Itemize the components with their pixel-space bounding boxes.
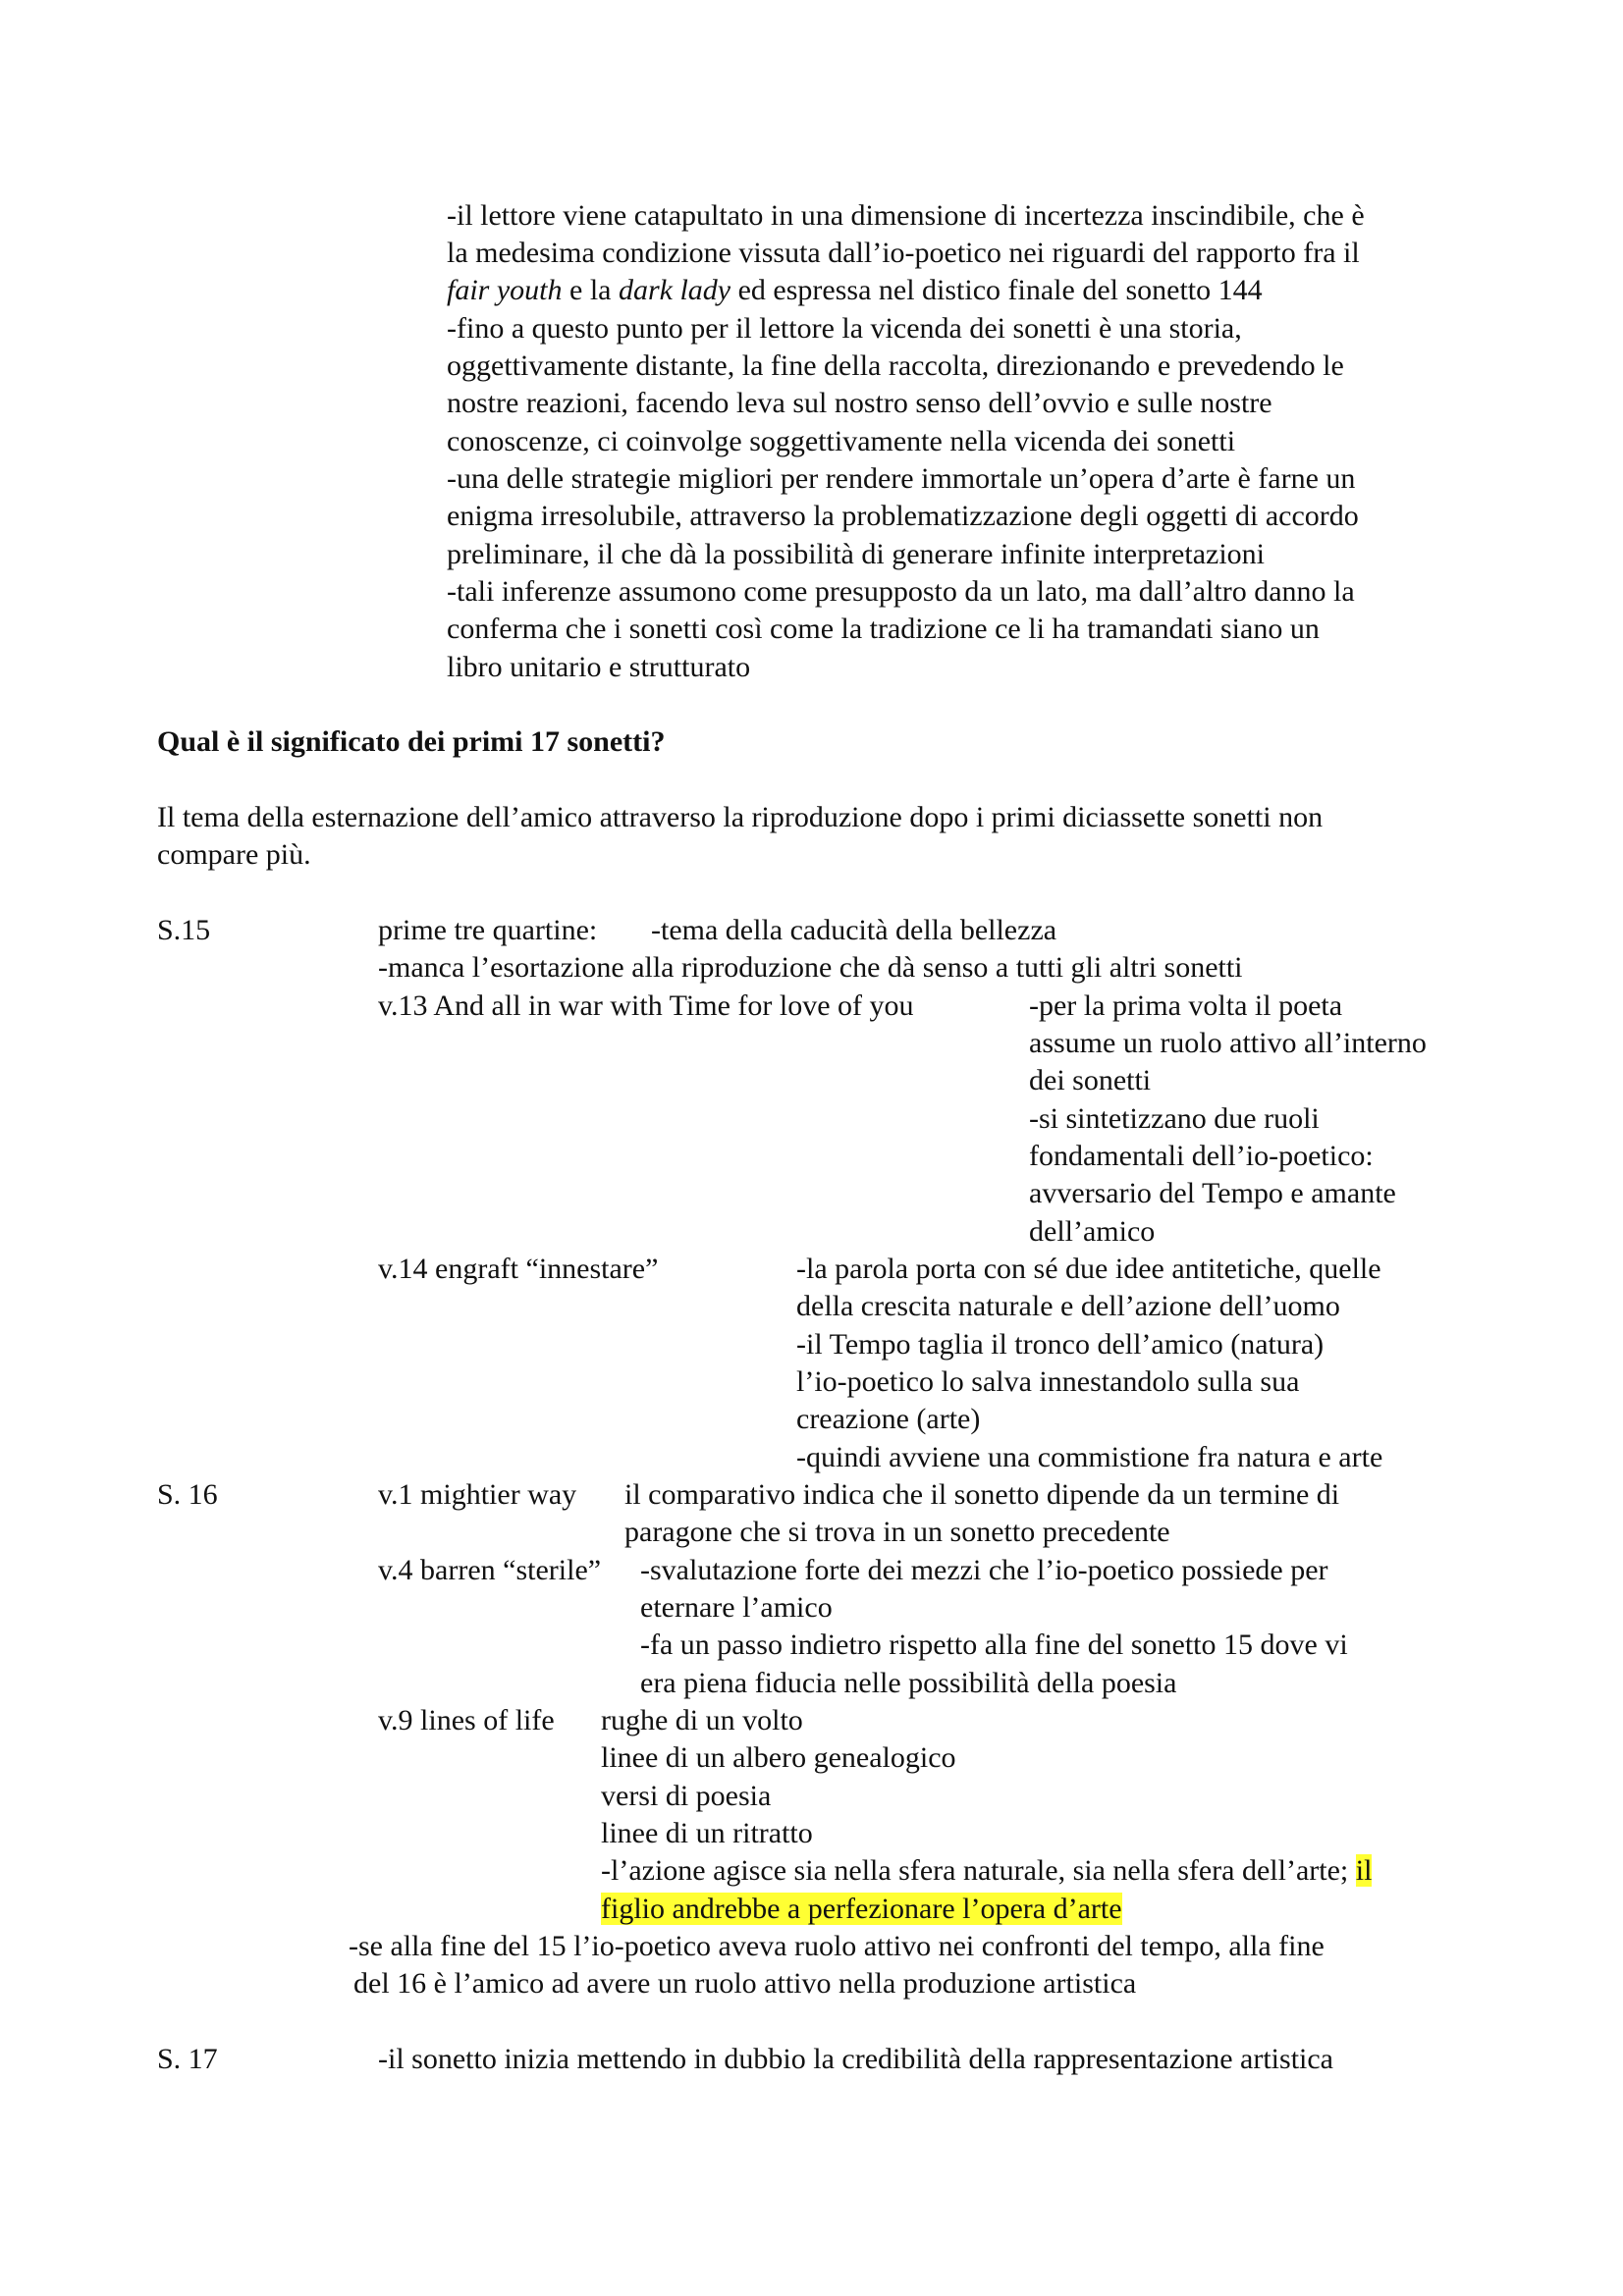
- sonnet-label-15: S.15: [157, 914, 211, 946]
- s15-v14-note: l’io-poetico lo salva innestandolo sulla sua: [796, 1365, 1300, 1398]
- s16-v9-action-line: [601, 1852, 1372, 1890]
- s16-v9-highlight-line: [601, 1891, 1122, 1928]
- s15-v14-note: creazione (arte): [796, 1403, 981, 1435]
- intro-line: nostre reazioni, facendo leva sul nostro senso dell’ovvio e sulle nostre: [447, 387, 1272, 419]
- s16-v1-note: paragone che si trova in un sonetto precedente: [624, 1516, 1170, 1548]
- intro-line: -una delle strategie migliori per rendere immortale un’opera d’arte è farne un: [447, 462, 1356, 495]
- s15-v13-note: avversario del Tempo e amante: [1029, 1177, 1396, 1209]
- s16-v1-note: il comparativo indica che il sonetto dipende da un termine di: [624, 1478, 1340, 1511]
- s15-prime-label: prime tre quartine:: [378, 914, 598, 946]
- s15-v13-note: dei sonetti: [1029, 1064, 1152, 1096]
- intro-line: -tali inferenze assumono come presupposto da un lato, ma dall’altro danno la: [447, 575, 1355, 608]
- s17-text: -il sonetto inizia mettendo in dubbio la credibilità della rappresentazione artistica: [378, 2043, 1333, 2075]
- s15-manca: -manca l’esortazione alla riproduzione che dà senso a tutti gli altri sonetti: [378, 951, 1243, 984]
- sonnet-label-17: S. 17: [157, 2043, 218, 2075]
- highlighted-text: il: [1355, 1854, 1373, 1887]
- italic-dark-lady: dark lady: [618, 274, 731, 306]
- s16-v1-label: v.1 mightier way: [378, 1478, 577, 1511]
- s15-prime-text: -tema della caducità della bellezza: [651, 914, 1057, 946]
- s15-v14-note: -la parola porta con sé due idee antitetiche, quelle: [796, 1253, 1381, 1285]
- s16-v9-note: linee di un ritratto: [601, 1817, 813, 1849]
- s15-v14-note: -il Tempo taglia il tronco dell’amico (natura): [796, 1328, 1325, 1361]
- italic-fair-youth: fair youth: [447, 274, 563, 306]
- s16-v9-note: versi di poesia: [601, 1780, 772, 1812]
- s16-v9-note: linee di un albero genealogico: [601, 1741, 956, 1774]
- s15-v13-note: assume un ruolo attivo all’interno: [1029, 1027, 1427, 1059]
- s16-v4-note: eternare l’amico: [640, 1591, 833, 1624]
- s16-conclusion: del 16 è l’amico ad avere un ruolo attivo nella produzione artistica: [353, 1967, 1137, 2000]
- s15-v13-label: v.13 And all in war with Time for love of you: [378, 989, 914, 1022]
- s15-v14-note: della crescita naturale e dell’azione dell’uomo: [796, 1290, 1340, 1322]
- section-paragraph: Il tema della esternazione dell’amico attraverso la riproduzione dopo i primi diciassette sonetti non: [157, 801, 1324, 833]
- intro-line: conoscenze, ci coinvolge soggettivamente nella vicenda dei sonetti: [447, 425, 1236, 457]
- section-heading: Qual è il significato dei primi 17 sonetti?: [157, 725, 666, 758]
- intro-line: -il lettore viene catapultato in una dimensione di incertezza inscindibile, che è: [447, 199, 1365, 232]
- intro-line: enigma irresolubile, attraverso la problematizzazione degli oggetti di accordo: [447, 500, 1359, 532]
- s16-conclusion: -se alla fine del 15 l’io-poetico aveva ruolo attivo nei confronti del tempo, alla fine: [349, 1930, 1325, 1962]
- highlighted-text: figlio andrebbe a perfezionare l’opera d’arte: [601, 1893, 1122, 1925]
- s16-v9-note: rughe di un volto: [601, 1704, 803, 1736]
- s15-v14-label: v.14 engraft “innestare”: [378, 1253, 659, 1285]
- intro-line: oggettivamente distante, la fine della raccolta, direzionando e prevedendo le: [447, 349, 1344, 382]
- s15-v13-note: fondamentali dell’io-poetico:: [1029, 1140, 1374, 1172]
- intro-text: ed espressa nel distico finale del sonetto 144: [730, 274, 1263, 306]
- s16-v4-label: v.4 barren “sterile”: [378, 1554, 602, 1586]
- intro-line: libro unitario e strutturato: [447, 651, 751, 683]
- intro-line: preliminare, il che dà la possibilità di generare infinite interpretazioni: [447, 538, 1266, 570]
- intro-line-with-italics: [447, 272, 1263, 309]
- s16-v9-action: -l’azione agisce sia nella sfera naturale, sia nella sfera dell’arte;: [601, 1854, 1356, 1887]
- s15-v14-note: -quindi avviene una commistione fra natura e arte: [796, 1441, 1383, 1473]
- s16-v4-note: -fa un passo indietro rispetto alla fine del sonetto 15 dove vi: [640, 1629, 1348, 1661]
- s16-v9-label: v.9 lines of life: [378, 1704, 555, 1736]
- intro-text: e la: [562, 274, 619, 306]
- s15-v13-note: dell’amico: [1029, 1215, 1156, 1248]
- sonnet-label-16: S. 16: [157, 1478, 218, 1511]
- s15-v13-note: -si sintetizzano due ruoli: [1029, 1102, 1320, 1135]
- s15-v13-note: -per la prima volta il poeta: [1029, 989, 1343, 1022]
- section-paragraph: compare più.: [157, 838, 311, 871]
- intro-line: la medesima condizione vissuta dall’io-poetico nei riguardi del rapporto fra il: [447, 237, 1360, 269]
- intro-line: -fino a questo punto per il lettore la vicenda dei sonetti è una storia,: [447, 312, 1242, 345]
- s16-v4-note: era piena fiducia nelle possibilità della poesia: [640, 1667, 1177, 1699]
- s16-v4-note: -svalutazione forte dei mezzi che l’io-poetico possiede per: [640, 1554, 1328, 1586]
- intro-line: conferma che i sonetti così come la tradizione ce li ha tramandati siano un: [447, 613, 1320, 645]
